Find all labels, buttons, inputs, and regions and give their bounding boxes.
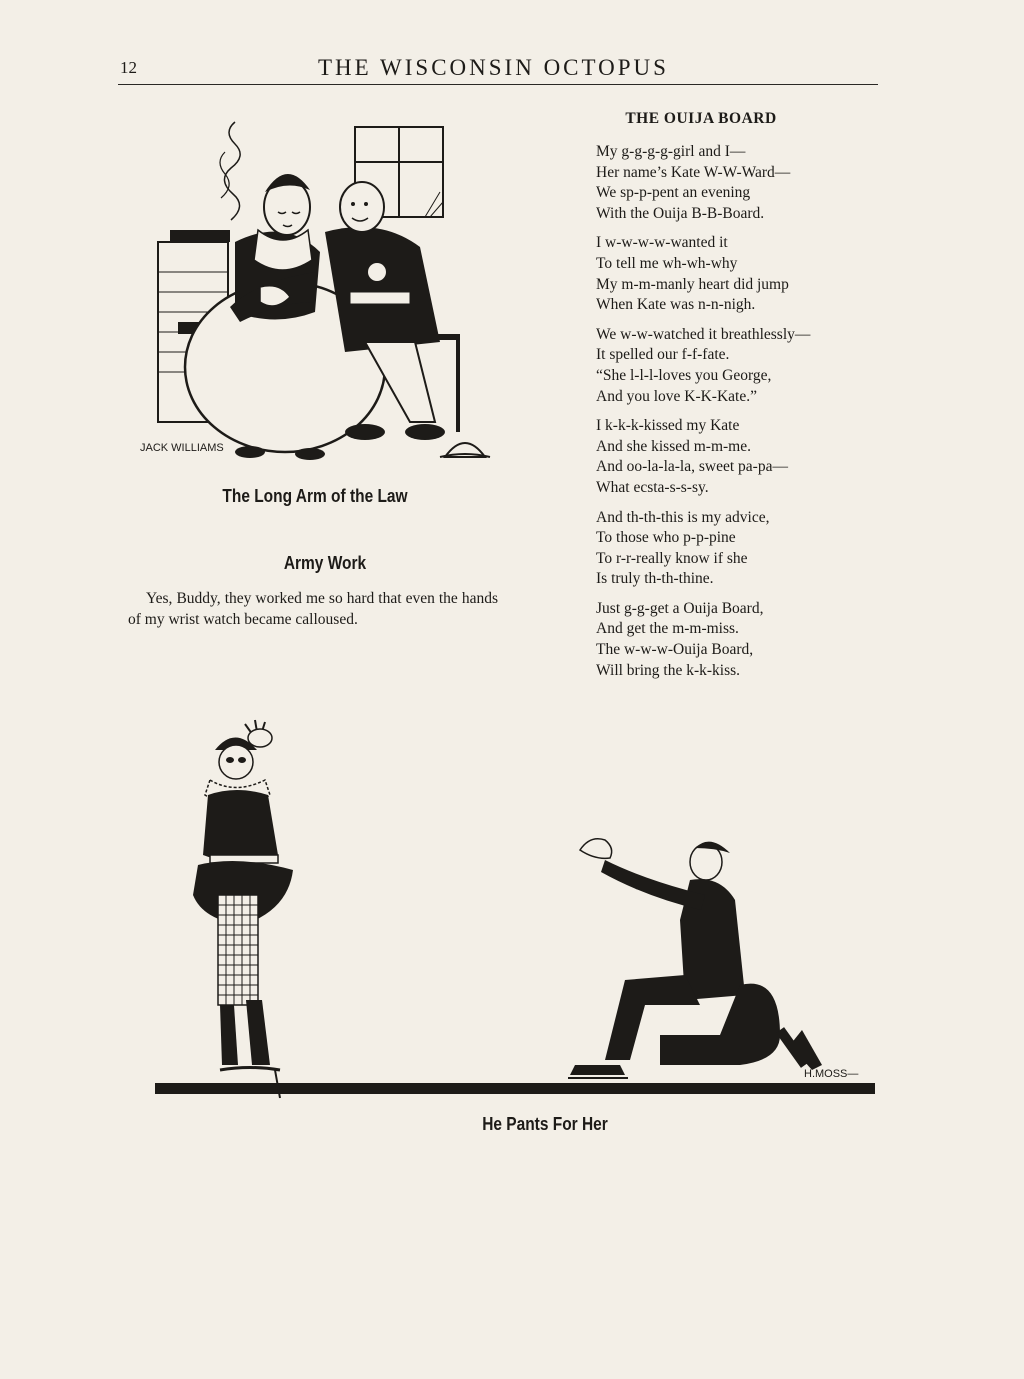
poem-line: When Kate was n-n-nigh. — [596, 296, 756, 314]
poem-line: “She l-l-l-loves you George, — [596, 366, 772, 384]
cartoon-he-pants-for-her — [150, 710, 880, 1105]
cartoon-long-arm-of-the-law — [140, 112, 500, 462]
poem-line: And th-th-this is my advice, — [596, 508, 770, 526]
poem-line: We sp-p-pent an evening — [596, 184, 751, 202]
poem-stanza — [596, 325, 846, 407]
poem-line: And you love K-K-Kate.” — [596, 387, 757, 405]
poem-line: Just g-g-get a Ouija Board, — [596, 599, 764, 617]
poem-line: With the Ouija B-B-Board. — [596, 204, 765, 222]
poem-line: And oo-la-la-la, sweet pa-pa— — [596, 458, 788, 476]
poem-line: It spelled our f-f-fate. — [596, 346, 730, 364]
poem-stanza — [596, 508, 846, 590]
poem-line: To r-r-really know if she — [596, 549, 748, 567]
article-body: Yes, Buddy, they worked me so hard that even the hands of my wrist watch became calloused. — [128, 590, 498, 628]
poem-line: Her name’s Kate W-W-Ward— — [596, 163, 791, 181]
poem-stanza — [596, 142, 846, 224]
poem-title: THE OUIJA BOARD — [625, 110, 777, 127]
poem-line: What ecsta-s-s-sy. — [596, 478, 709, 496]
poem-stanza — [596, 416, 846, 498]
page-number: 12 — [120, 58, 137, 77]
poem-line: My m-m-manly heart did jump — [596, 275, 789, 293]
running-head: THE WISCONSIN OCTOPUS — [318, 55, 669, 80]
article-title: Army Work — [283, 553, 367, 573]
cartoon-illustration — [150, 710, 880, 1105]
cartoon-caption: He Pants For Her — [482, 1114, 608, 1134]
poem-stanza — [596, 599, 846, 681]
poem-line: My g-g-g-g-girl and I— — [596, 143, 746, 160]
poem-line: To tell me wh-wh-why — [596, 254, 738, 272]
poem-line: I k-k-k-kissed my Kate — [596, 417, 740, 435]
cartoon-caption: The Long Arm of the Law — [222, 486, 408, 506]
poem-stanza — [596, 233, 846, 315]
artist-signature: H.MOSS— — [804, 1068, 859, 1080]
artist-signature: JACK WILLIAMS — [140, 442, 224, 454]
poem-body — [596, 142, 846, 690]
poem-line: Will bring the k-k-kiss. — [596, 661, 741, 679]
poem-line: And she kissed m-m-me. — [596, 437, 751, 455]
poem-line: To those who p-p-pine — [596, 529, 736, 547]
header-rule — [118, 84, 878, 85]
cartoon-illustration — [140, 112, 500, 462]
poem-line: And get the m-m-miss. — [596, 620, 739, 638]
poem-line: I w-w-w-w-wanted it — [596, 234, 728, 252]
poem-line: Is truly th-th-thine. — [596, 570, 714, 588]
poem-line: The w-w-w-Ouija Board, — [596, 641, 754, 659]
poem-line: We w-w-watched it breathlessly— — [596, 325, 811, 343]
